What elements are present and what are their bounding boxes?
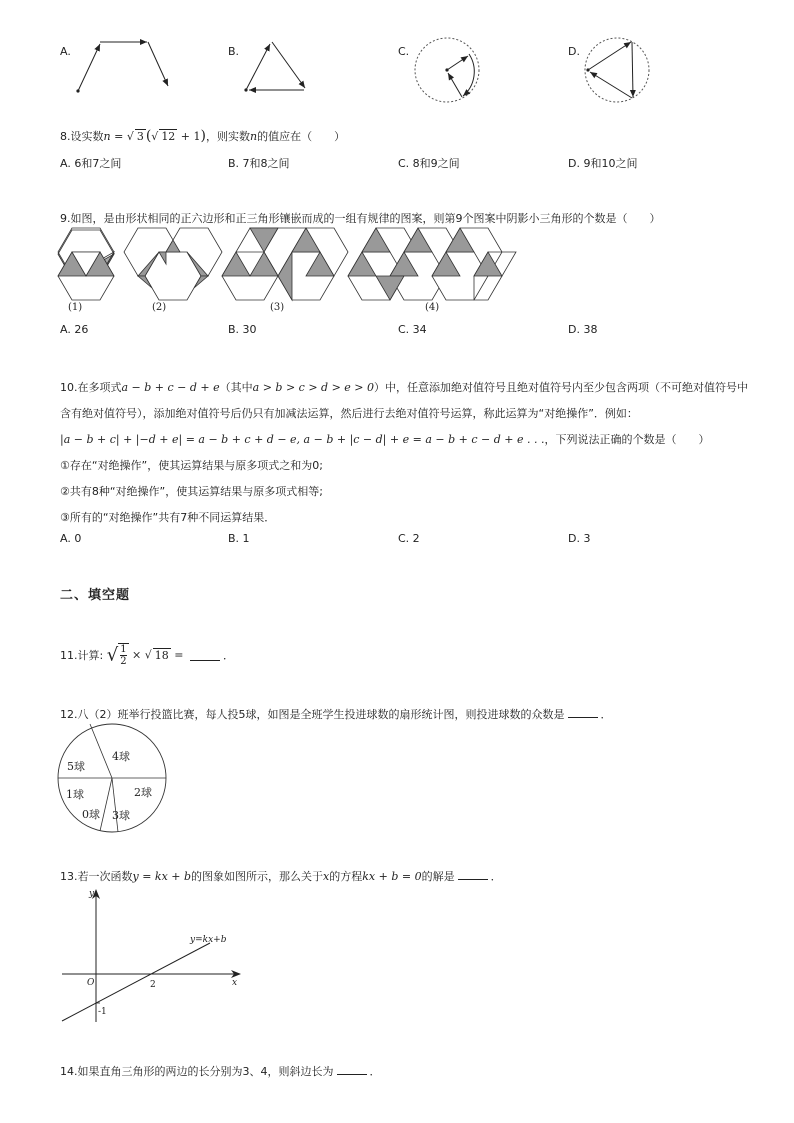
pie-label-0: 0球 (82, 808, 100, 821)
pie-label-1: 1球 (66, 788, 84, 801)
graph-x-tick: 2 (150, 980, 156, 990)
q8-option-d: D. 9和10之间 (568, 157, 638, 170)
q13-graph (58, 884, 248, 1026)
q12-answer-blank[interactable] (568, 707, 598, 718)
q9-label-3: (3) (270, 302, 285, 313)
q7-option-c-figure (413, 36, 485, 108)
q7-option-a-figure (70, 36, 180, 98)
pie-label-2: 2球 (134, 786, 152, 799)
q9-pattern-3 (222, 228, 346, 300)
q10-statement-1: ①存在“对绝操作”，使其运算结果与原多项式之和为0; (60, 459, 323, 472)
q7-option-d-figure (583, 36, 655, 108)
q10-line-3: |a − b + c| + |−d + e| = a − b + c + d − e, a − b + |c − d| + e = a − b + c − d + e . . .，下列说法正确的个数是（ ） (60, 433, 710, 446)
q14-stem: 14.如果直角三角形的两边的长分别为3、4，则斜边长为 ． (60, 1065, 381, 1078)
q9-option-d: D. 38 (568, 323, 598, 336)
section-title: 二、填空题 (60, 588, 131, 603)
q7-option-b-label: B. (228, 45, 240, 58)
q9-option-a: A. 26 (60, 323, 89, 336)
q10-statement-2: ②共有8种“对绝操作”，使其运算结果与原多项式相等; (60, 485, 323, 498)
q7-option-a-label: A. (60, 45, 71, 58)
graph-x-label: x (232, 978, 238, 988)
q12-pie-chart (56, 722, 168, 834)
q7-option-b-figure (238, 36, 318, 96)
q9-pattern-1 (58, 228, 118, 300)
q7-option-c-label: C. (398, 45, 410, 58)
q8-option-b: B. 7和8之间 (228, 157, 290, 170)
q13-stem: 13.若一次函数y = kx + b的图象如图所示，那么关于x的方程kx + b = 0的解是 ． (60, 870, 502, 883)
q9-label-2: (2) (152, 302, 167, 313)
q10-statement-3: ③所有的“对绝操作”共有7种不同运算结果． (60, 511, 276, 524)
graph-origin-label: O (87, 978, 95, 988)
q10-option-c: C. 2 (398, 532, 420, 545)
q9-stem: 9.如图，是由形状相同的正六边形和正三角形镶嵌而成的一组有规律的图案，则第9个图案中阴影小三角形的个数是（ ） (60, 212, 661, 225)
q7-option-d-label: D. (568, 45, 580, 58)
q11-answer-blank[interactable] (190, 650, 220, 661)
q9-option-c: C. 34 (398, 323, 427, 336)
q9-option-b: B. 30 (228, 323, 257, 336)
graph-line-label: y=kx+b (190, 935, 227, 945)
q9-label-4: (4) (425, 302, 440, 313)
q10-option-b: B. 1 (228, 532, 250, 545)
q10-option-a: A. 0 (60, 532, 82, 545)
q9-label-1: (1) (68, 302, 83, 313)
pie-label-4: 4球 (112, 750, 130, 763)
q10-line-1: 10.在多项式a − b + c − d + e（其中a > b > c > d > e > 0）中，任意添加绝对值符号且绝对值符号内至少包含两项（不可绝对值符号中 (60, 381, 749, 394)
pie-label-3: 3球 (112, 809, 130, 822)
q9-pattern-4 (348, 228, 518, 300)
q13-answer-blank[interactable] (458, 869, 488, 880)
q8-option-a: A. 6和7之间 (60, 157, 122, 170)
pie-label-5: 5球 (67, 760, 85, 773)
q14-answer-blank[interactable] (337, 1064, 367, 1075)
q12-stem: 12.八（2）班举行投篮比赛，每人投5球，如图是全班学生投进球数的扇形统计图，则投进球数的众数是 ． (60, 708, 612, 721)
q9-pattern-2 (124, 228, 220, 300)
q10-option-d: D. 3 (568, 532, 591, 545)
graph-y-label: y (89, 889, 95, 899)
graph-y-tick: -1 (98, 1007, 107, 1017)
q10-line-2: 含有绝对值符号），添加绝对值符号后仍只有加减法运算，然后进行去绝对值符号运算，称此运算为“对绝操作”．例如： (60, 407, 638, 420)
q8-stem: 8.设实数n = √ 3 (√ 12 + 1)，则实数n的值应在（ ） (60, 128, 346, 144)
q8-option-c: C. 8和9之间 (398, 157, 460, 170)
q11-stem: 11.计算: √ $\frac{1}{2}$ × √ 18 = ． (60, 644, 235, 667)
